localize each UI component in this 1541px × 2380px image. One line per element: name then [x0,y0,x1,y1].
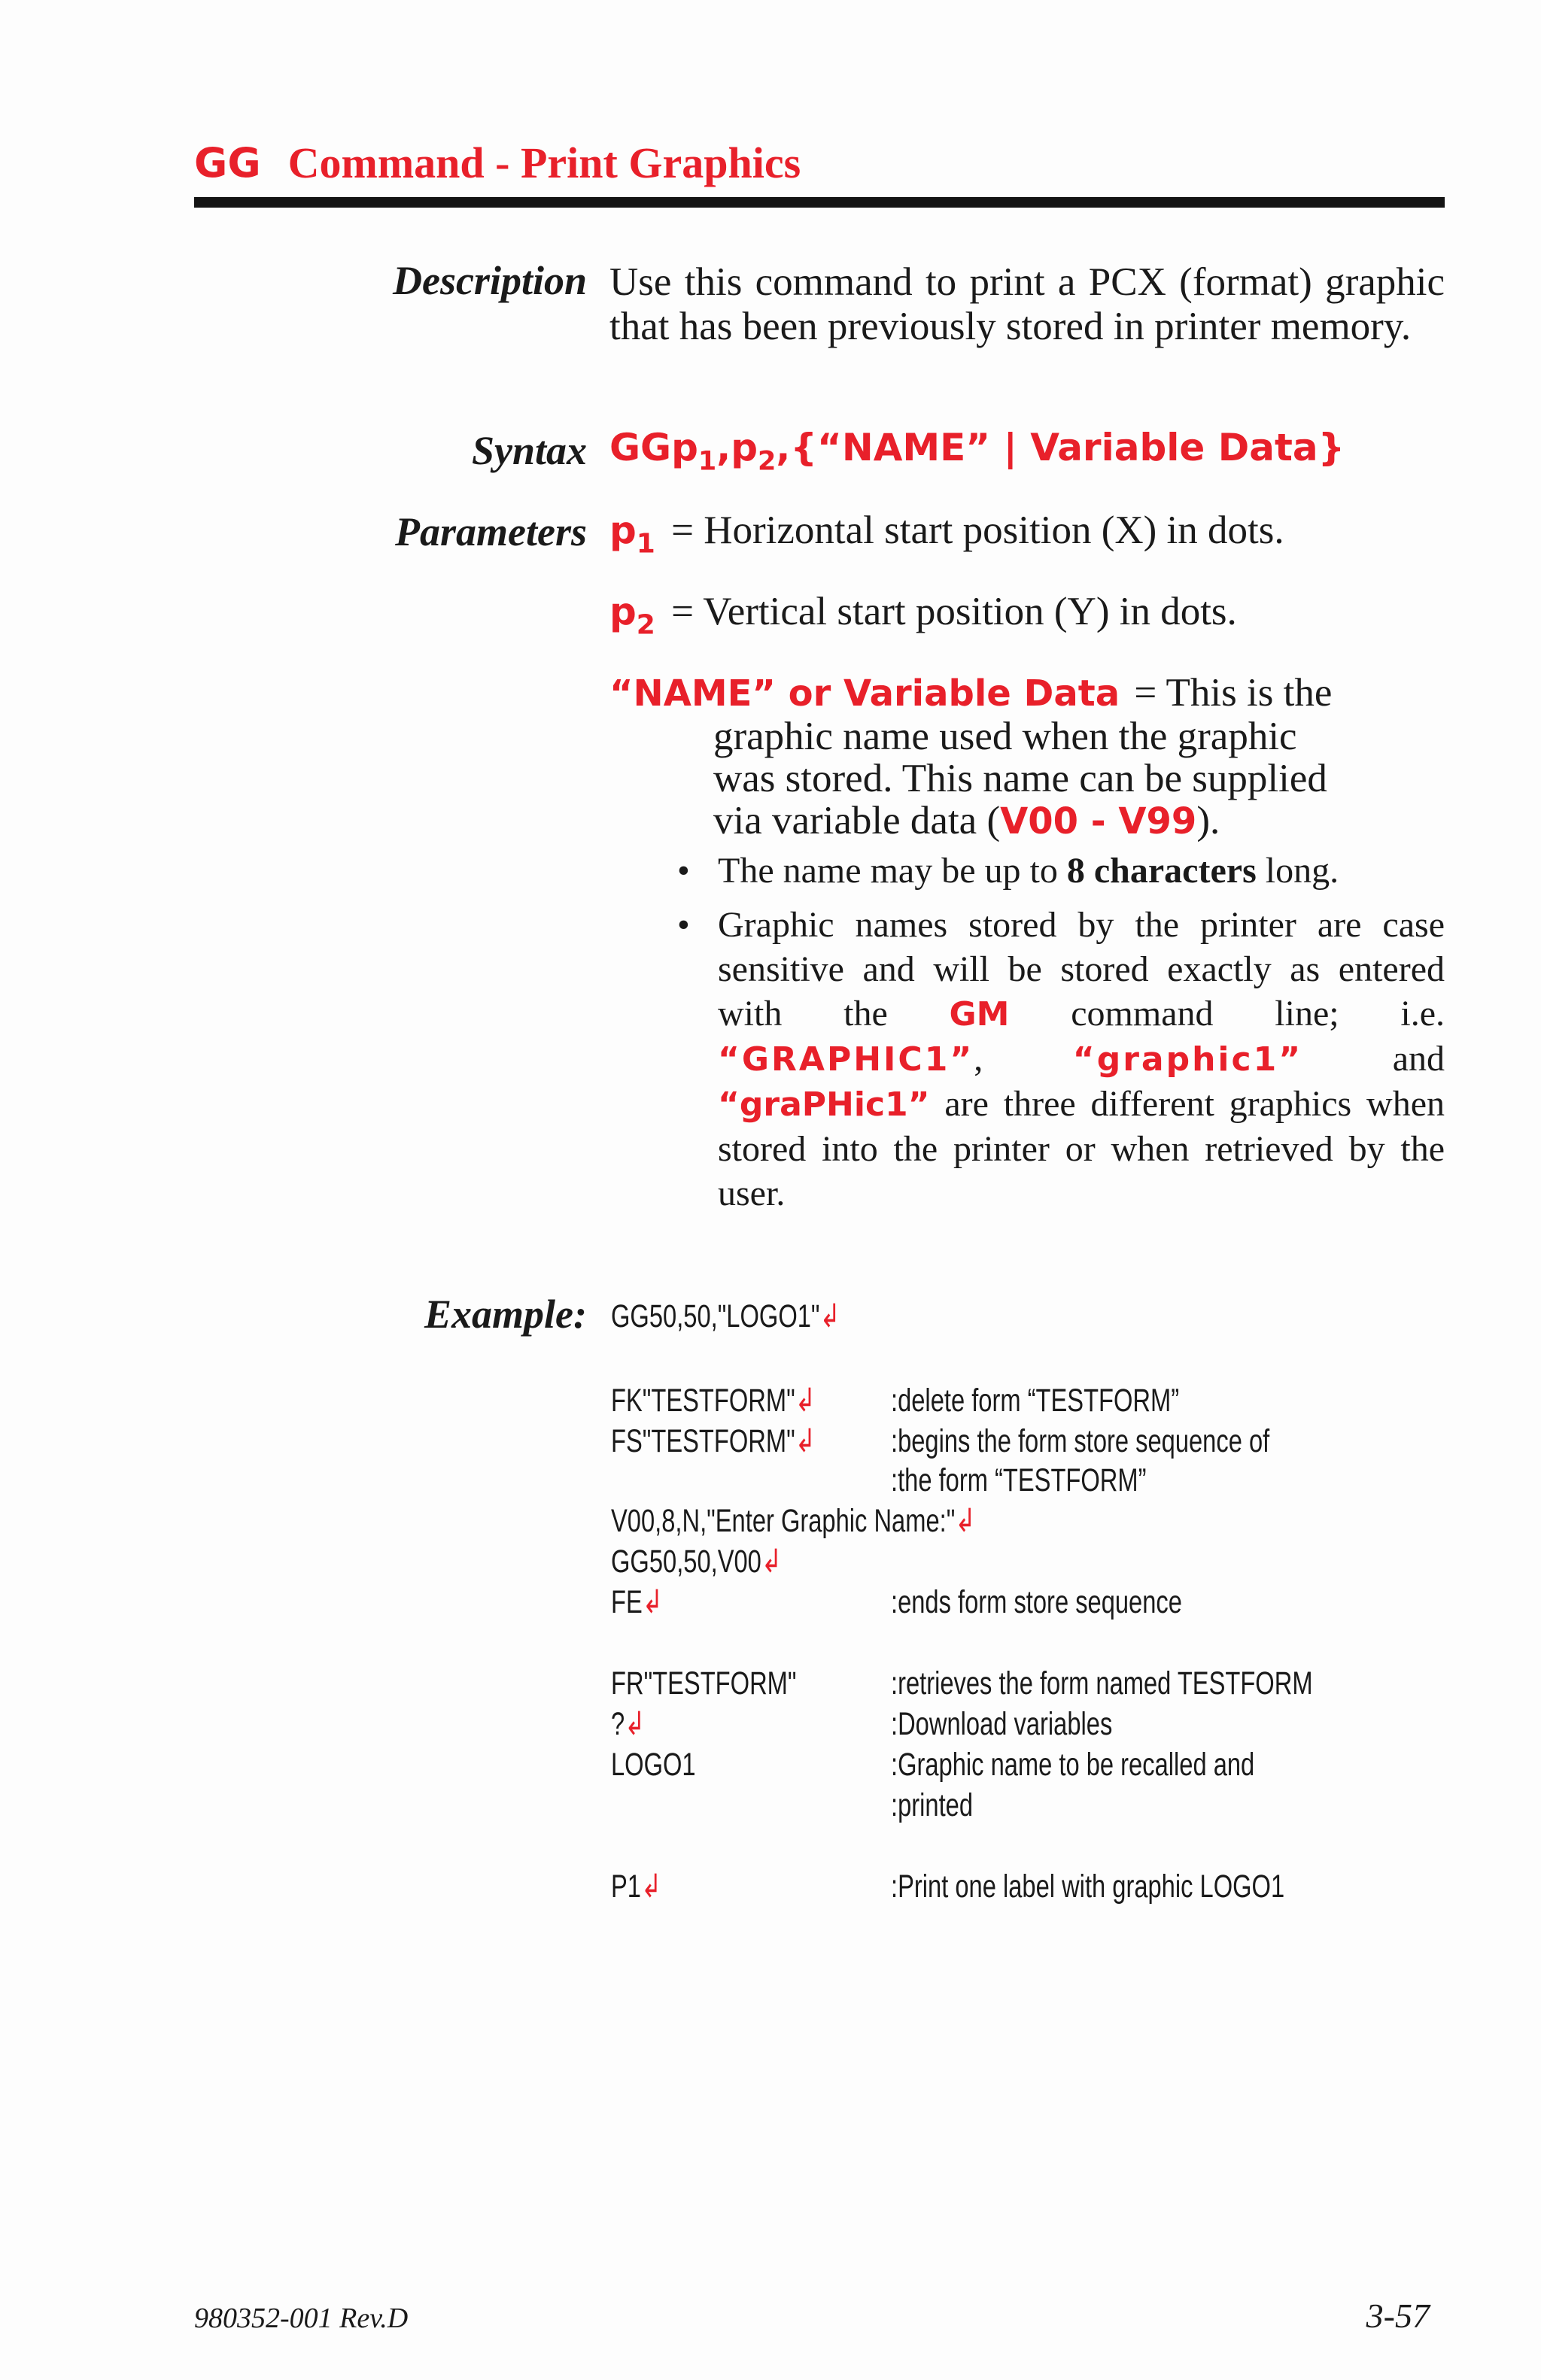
parameters-label: Parameters [395,509,587,554]
example-code-text: ? [611,1706,625,1742]
syntax-sub1: 1 [698,446,717,477]
doc-number: 980352-001 Rev.D [194,2303,409,2334]
page-title: Command - Print Graphics [287,138,801,187]
example-comment: :delete form “TESTFORM” [891,1383,1180,1419]
example-code [611,1381,816,1420]
param-name-title: “NAME” or Variable Data [609,672,1120,715]
syntax-label: Syntax [471,428,587,473]
return-icon: ↲ [640,1868,662,1905]
example-comment: :begins the form store sequence of [891,1423,1270,1459]
param-name-line3: was stored. This name can be supplied [713,757,1327,800]
example-comment: :Graphic name to be recalled and [891,1747,1255,1783]
syntax-sub2: 2 [758,446,777,477]
param-name-line2: graphic name used when the graphic [713,715,1297,758]
bullet-1-a: The name may be up to [718,851,1067,891]
gm-command: GM [949,995,1010,1034]
bullet-2-d: and [1302,1039,1445,1079]
example-comment: :Print one label with graphic LOGO1 [891,1868,1285,1905]
return-icon: ↲ [625,1706,646,1742]
return-icon: ↲ [795,1423,816,1459]
example-code-text: FK"TESTFORM" [611,1383,795,1419]
variable-range: V00 - V99 [1000,800,1197,842]
syntax-rest: ,{“NAME” | Variable Data} [776,426,1345,469]
return-icon: ↲ [955,1503,976,1539]
param-name-line4-b: ). [1196,799,1220,842]
example-label: Example: [424,1292,587,1337]
syntax-comma: , [716,426,731,469]
bullet-2-a: Graphic names stored by the printer are case sensitive and will be stored exactly as entered with the [718,905,1445,1034]
example-code [611,1583,663,1622]
param-p2 [609,590,1237,648]
graphic-name-2: “graphic1” [1072,1040,1303,1079]
bullet-2-e: are three different graphics when stored into the printer or when retrieved by the user. [718,1084,1445,1213]
example-code [611,1664,796,1703]
example-comment: :retrieves the form named TESTFORM [891,1665,1313,1702]
command-code: GG [194,138,261,187]
example-code [611,1542,782,1581]
bullet-1-text [718,848,1445,893]
example-code-text: GG50,50,V00 [611,1544,761,1580]
bullet-item-1 [677,848,1445,893]
example-comment: :ends form store sequence [891,1584,1182,1620]
return-icon: ↲ [795,1383,816,1419]
example-code [611,1422,816,1461]
bullet-icon: • [677,905,690,945]
param-p1-sub: 1 [636,528,655,560]
example-code-text: P1 [611,1868,641,1905]
example-comment: :Download variables [891,1706,1113,1742]
example-comment: :printed [891,1787,974,1823]
param-name-line4-a: via variable data ( [713,799,1001,842]
return-icon: ↲ [642,1584,664,1620]
bullet-1-c: long. [1256,851,1339,891]
bullet-2-b: command line; i.e. [1009,994,1445,1034]
bullet-1-b: 8 characters [1066,851,1257,891]
description-label: Description [392,258,587,303]
param-name-line1 [609,671,1332,716]
bullet-item-2 [677,903,1445,1216]
bullet-icon: • [677,851,690,891]
page-heading [194,132,801,193]
example-code-line: GG50,50,"LOGO1" [611,1298,820,1334]
syntax-p2: p [731,426,758,469]
example-code-text: V00,8,N,"Enter Graphic Name:" [611,1503,956,1539]
example-code [611,1745,696,1784]
syntax-prefix: GGp [609,426,698,469]
heading-rule [194,197,1445,208]
example-code-text: LOGO1 [611,1747,696,1783]
example-code-text: FE [611,1584,643,1620]
param-p2-sub: 2 [636,609,655,641]
graphic-name-3: “graPHic1” [718,1085,930,1124]
param-name-lead: = This is the [1134,671,1333,715]
example-first-line [611,1297,840,1336]
example-code [611,1867,661,1906]
description-text: Use this command to print a PCX (format) graphic that has been previously stored in printer memory. [609,260,1445,348]
param-p2-name: p [609,590,637,633]
syntax-line [609,426,1345,476]
bullet-2-c: , [974,1039,1073,1079]
example-code [611,1501,976,1541]
param-p1-name: p [609,508,637,552]
param-p2-desc: = Vertical start position (Y) in dots. [671,590,1237,633]
param-p1 [609,508,1284,566]
param-p1-desc: = Horizontal start position (X) in dots. [671,508,1284,552]
example-code [611,1705,646,1744]
graphic-name-1: “GRAPHIC1” [718,1040,974,1079]
example-comment: :the form “TESTFORM” [891,1462,1147,1498]
return-icon: ↲ [819,1298,840,1334]
return-icon: ↲ [761,1544,783,1580]
page-number: 3-57 [1366,2297,1430,2335]
param-name-line4 [713,799,1220,844]
example-code-text: FS"TESTFORM" [611,1423,795,1459]
bullet-2-text [718,903,1445,1216]
example-code-text: FR"TESTFORM" [611,1665,797,1702]
